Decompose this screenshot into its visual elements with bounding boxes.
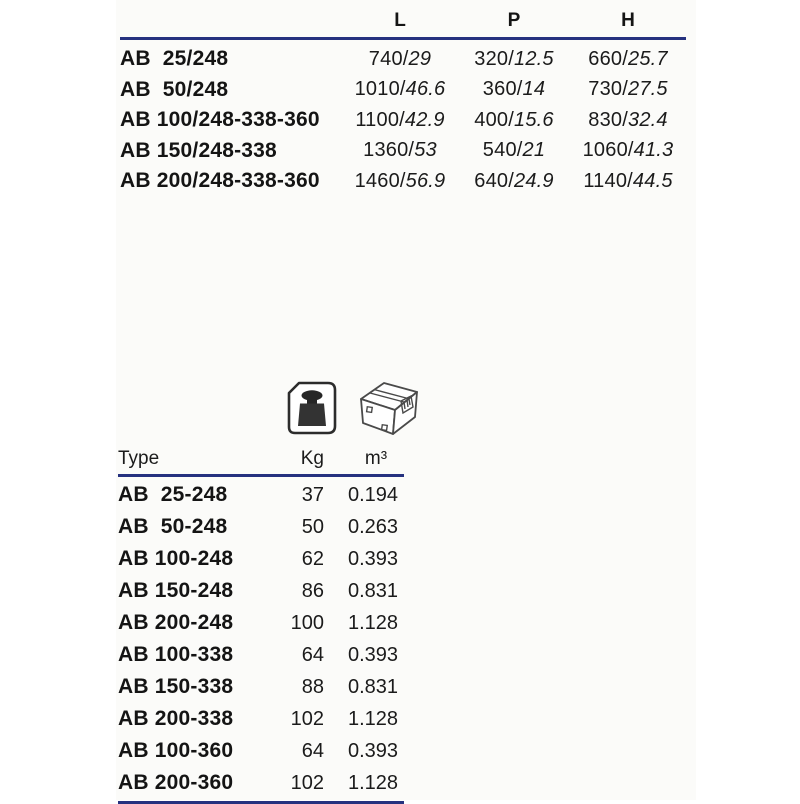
table-row — [118, 543, 270, 575]
kg-value: 102 — [290, 771, 324, 794]
table-row — [118, 639, 270, 671]
table-row — [118, 575, 270, 607]
wt-header-m3: m³ — [364, 448, 388, 469]
kg-value: 50 — [301, 515, 324, 538]
table-row — [120, 136, 342, 167]
table-row — [120, 166, 342, 197]
type-label: AB 200-338 — [118, 707, 234, 730]
dimensions-table — [120, 0, 686, 197]
dim-value-l: 1010/ 46.6 — [354, 78, 446, 101]
dim-value-h: 660/ 25.7 — [588, 47, 668, 70]
type-label: AB 100-360 — [118, 739, 234, 762]
model-label: AB 25/248 — [120, 47, 229, 71]
type-label: AB 150-248 — [118, 579, 234, 602]
table-row — [120, 44, 342, 75]
type-label: AB 150-338 — [118, 675, 234, 698]
m3-value: 0.194 — [348, 483, 399, 506]
table-header-rule — [120, 37, 686, 40]
m3-value: 0.831 — [348, 675, 399, 698]
kg-value: 64 — [301, 643, 324, 666]
m3-value: 0.393 — [348, 739, 399, 762]
kg-value: 88 — [301, 675, 324, 698]
table-row — [118, 511, 270, 543]
m3-value: 0.393 — [348, 643, 399, 666]
table-row — [118, 479, 270, 511]
table-row — [118, 703, 270, 735]
kg-value: 37 — [301, 483, 324, 506]
dim-value-p: 540/ 21 — [482, 139, 546, 162]
dim-value-h: 830/ 32.4 — [588, 108, 668, 131]
table-row — [118, 735, 270, 767]
dim-value-l: 1460/ 56.9 — [354, 169, 446, 192]
dim-header-p: P — [507, 10, 521, 31]
type-label: AB 100-338 — [118, 643, 234, 666]
model-label: AB 200/248-338-360 — [120, 169, 320, 193]
dim-value-h: 1060/ 41.3 — [582, 139, 674, 162]
m3-value: 1.128 — [348, 707, 399, 730]
kg-value: 64 — [301, 739, 324, 762]
dim-value-h: 1140/ 44.5 — [583, 169, 673, 192]
type-label: AB 100-248 — [118, 547, 234, 570]
kg-value: 86 — [301, 579, 324, 602]
table-header-rule — [118, 474, 404, 477]
model-label: AB 150/248-338 — [120, 138, 277, 162]
dim-value-h: 730/ 27.5 — [588, 78, 668, 101]
column-icons — [118, 372, 404, 442]
weight-icon — [285, 380, 339, 438]
weight-volume-table — [118, 372, 404, 804]
table-row — [118, 671, 270, 703]
dim-value-p: 640/ 24.9 — [474, 169, 554, 192]
dim-value-l: 740/ 29 — [368, 47, 432, 70]
dim-header-h: H — [621, 10, 635, 31]
m3-value: 1.128 — [348, 611, 399, 634]
m3-value: 0.263 — [348, 515, 399, 538]
model-label: AB 100/248-338-360 — [120, 108, 320, 132]
dim-header-empty — [120, 0, 342, 37]
dim-value-p: 360/ 14 — [482, 78, 546, 101]
box-icon — [354, 374, 424, 440]
wt-header-kg: Kg — [300, 448, 324, 469]
table-row — [118, 767, 270, 799]
table-row — [118, 607, 270, 639]
kg-value: 62 — [301, 547, 324, 570]
dim-value-p: 400/ 15.6 — [474, 108, 554, 131]
model-label: AB 50/248 — [120, 77, 229, 101]
table-row — [120, 75, 342, 106]
type-label: AB 200-360 — [118, 771, 234, 794]
m3-value: 0.831 — [348, 579, 399, 602]
dim-value-p: 320/ 12.5 — [474, 47, 554, 70]
dim-header-l: L — [394, 10, 406, 31]
type-label: AB 25-248 — [118, 483, 228, 506]
type-label: AB 50-248 — [118, 515, 228, 538]
kg-value: 102 — [290, 707, 324, 730]
m3-value: 1.128 — [348, 771, 399, 794]
wt-header-type: Type — [118, 448, 160, 469]
dim-value-l: 1360/ 53 — [363, 139, 437, 162]
m3-value: 0.393 — [348, 547, 399, 570]
dim-value-l: 1100/ 42.9 — [355, 108, 445, 131]
type-label: AB 200-248 — [118, 611, 234, 634]
kg-value: 100 — [290, 611, 324, 634]
table-row — [120, 105, 342, 136]
